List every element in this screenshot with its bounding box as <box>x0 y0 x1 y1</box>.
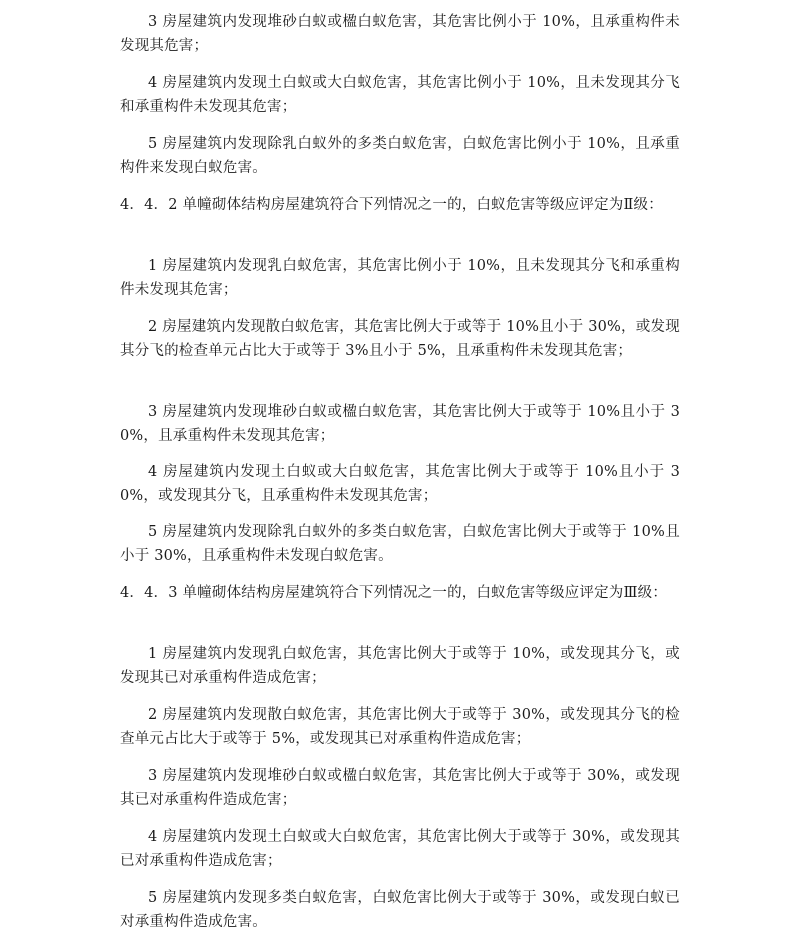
item-1-level-2-formosan-termite: 1 房屋建筑内发现乳白蚁危害，其危害比例小于 10%，且未发现其分飞和承重构件未发现其危害； <box>120 258 680 298</box>
item-4-level-2-soil-termite: 4 房屋建筑内发现土白蚁或大白蚁危害，其危害比例大于或等于 10%且小于 30%，或发现其分飞，且承重构件未发现其危害； <box>120 464 680 504</box>
clause-4-4-2-heading: 4．4．2 单幢砌体结构房屋建筑符合下列情况之一的，白蚁危害等级应评定为Ⅱ级： <box>120 197 663 213</box>
item-3-level-1-dry-wood-termite: 3 房屋建筑内发现堆砂白蚁或楹白蚁危害，其危害比例小于 10%，且承重构件未发现其危害； <box>120 14 680 54</box>
clause-4-4-3-heading: 4．4．3 单幢砌体结构房屋建筑符合下列情况之一的，白蚁危害等级应评定为Ⅲ级： <box>120 585 668 601</box>
item-3-level-2-dry-wood-termite: 3 房屋建筑内发现堆砂白蚁或楹白蚁危害，其危害比例大于或等于 10%且小于 30%，且承重构件未发现其危害； <box>120 404 680 444</box>
item-5-level-1-multi-termite: 5 房屋建筑内发现除乳白蚁外的多类白蚁危害，白蚁危害比例小于 10%，且承重构件来发现白蚁危害。 <box>120 136 680 176</box>
item-4-level-1-soil-termite: 4 房屋建筑内发现土白蚁或大白蚁危害，其危害比例小于 10%，且未发现其分飞和承重构件未发现其危害； <box>120 75 680 115</box>
item-3-level-3-dry-wood-termite: 3 房屋建筑内发现堆砂白蚁或楹白蚁危害，其危害比例大于或等于 30%，或发现其已对承重构件造成危害； <box>120 768 680 808</box>
item-5-level-3-multi-termite: 5 房屋建筑内发现多类白蚁危害，白蚁危害比例大于或等于 30%，或发现白蚁已对承重构件造成危害。 <box>120 890 680 930</box>
item-4-level-3-soil-termite: 4 房屋建筑内发现土白蚁或大白蚁危害，其危害比例大于或等于 30%，或发现其已对承重构件造成危害； <box>120 829 680 869</box>
item-2-level-2-reticulitermes: 2 房屋建筑内发现散白蚁危害，其危害比例大于或等于 10%且小于 30%，或发现其分飞的检查单元占比大于或等于 3%且小于 5%，且承重构件未发现其危害； <box>120 319 680 359</box>
item-1-level-3-formosan-termite: 1 房屋建筑内发现乳白蚁危害，其危害比例大于或等于 10%，或发现其分飞，或发现其已对承重构件造成危害； <box>120 646 680 686</box>
item-2-level-3-reticulitermes: 2 房屋建筑内发现散白蚁危害，其危害比例大于或等于 30%，或发现其分飞的检查单元占比大于或等于 5%，或发现其已对承重构件造成危害； <box>120 707 680 747</box>
item-5-level-2-multi-termite: 5 房屋建筑内发现除乳白蚁外的多类白蚁危害，白蚁危害比例大于或等于 10%且小于 30%，且承重构件未发现白蚁危害。 <box>120 524 680 564</box>
